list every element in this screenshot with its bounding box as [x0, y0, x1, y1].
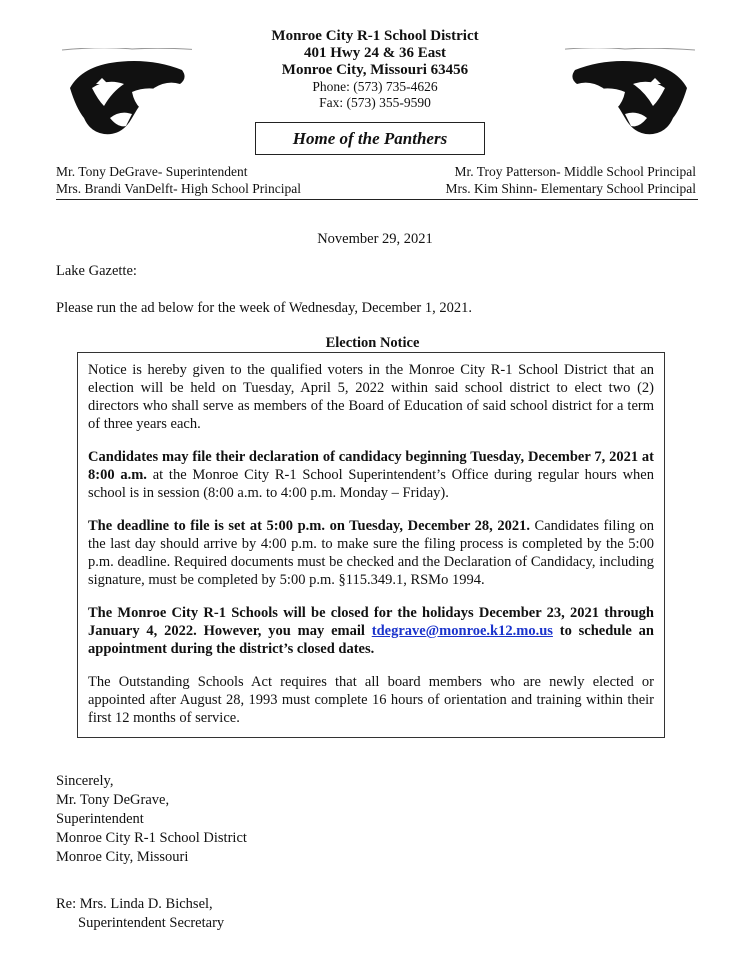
header-divider: [56, 199, 698, 200]
staff-right: [446, 163, 696, 197]
notice-p4-bold: The Monroe City R-1 Schools will be closed for the holidays December 23, 2021 through January 4, 2022. However, you may email: [88, 605, 654, 639]
staff-elem-principal: Mrs. Kim Shinn- Elementary School Principal: [445, 181, 696, 196]
notice-p4-bold-end: to schedule an appointment during the district’s closed dates.: [88, 623, 654, 657]
motto-box: Home of the Panthers: [255, 122, 485, 155]
intro-line: Please run the ad below for the week of Wednesday, December 1, 2021.: [56, 300, 472, 316]
election-notice-box: [77, 352, 665, 738]
staff-ms-principal: Mr. Troy Patterson- Middle School Principal: [454, 164, 696, 179]
phone: Phone: (573) 735-4626: [312, 79, 438, 94]
notice-paragraph-1: Notice is hereby given to the qualified voters in the Monroe City R-1 School District that an election will be held on Tuesday, April 5, 2022 within said school district to elect two (2) directors who shall serve as members of the Board of Education of said school district for a term of three years each.: [88, 362, 654, 432]
signer-city: Monroe City, Missouri: [56, 849, 189, 865]
signature-block: [56, 772, 247, 867]
notice-paragraph-3: [88, 517, 654, 589]
signer-org: Monroe City R-1 School District: [56, 830, 247, 846]
closing: Sincerely,: [56, 773, 114, 789]
notice-paragraph-4: [88, 604, 654, 658]
address-line-1: 401 Hwy 24 & 36 East: [303, 45, 447, 61]
salutation: Lake Gazette:: [56, 263, 137, 279]
notice-title: Election Notice: [325, 335, 420, 351]
letter-date: November 29, 2021: [317, 231, 433, 247]
staff-hs-principal: Mrs. Brandi VanDelft- High School Principal: [56, 181, 301, 196]
re-line: Re: Mrs. Linda D. Bichsel,: [56, 896, 213, 912]
signer-title: Superintendent: [56, 811, 144, 827]
re-block: [56, 895, 224, 933]
staff-superintendent: Mr. Tony DeGrave- Superintendent: [56, 164, 248, 179]
address-line-2: Monroe City, Missouri 63456: [281, 62, 469, 78]
email-link[interactable]: tdegrave@monroe.k12.mo.us: [371, 623, 553, 639]
notice-paragraph-5: The Outstanding Schools Act requires that all board members who are newly elected or appointed after August 28, 1993 must complete 16 hours of orientation and training within their first 12 months of service.: [88, 674, 654, 726]
re-title: Superintendent Secretary: [78, 915, 225, 931]
signer-name: Mr. Tony DeGrave,: [56, 792, 170, 808]
fax: Fax: (573) 355-9590: [319, 95, 431, 110]
staff-left: [56, 163, 301, 197]
notice-p2-rest: at the Monroe City R-1 School Superintendent’s Office during regular hours when school is in session (8:00 a.m. to 4:00 p.m. Monday – Friday).: [88, 467, 654, 501]
notice-p3-rest: Candidates filing on the last day should arrive by 4:00 p.m. to make sure the filing process is completed by the 5:00 p.m. deadline. Required documents must be checked and the Declaration of Candidacy, including signature, must be completed by 5:00 p.m. §115.349.1, RSMo 1994.: [88, 518, 655, 588]
notice-p3-bold: The deadline to file is set at 5:00 p.m. on Tuesday, December 28, 2021.: [88, 518, 530, 534]
panther-logo-right-icon: [565, 48, 695, 148]
letterhead: [200, 28, 550, 111]
notice-p2-bold: Candidates may file their declaration of candidacy beginning Tuesday, December 7, 2021 at 8:00 a.m.: [88, 449, 654, 483]
district-name: Monroe City R-1 School District: [271, 28, 479, 44]
panther-logo-left-icon: [62, 48, 192, 148]
notice-paragraph-2: [88, 448, 654, 502]
